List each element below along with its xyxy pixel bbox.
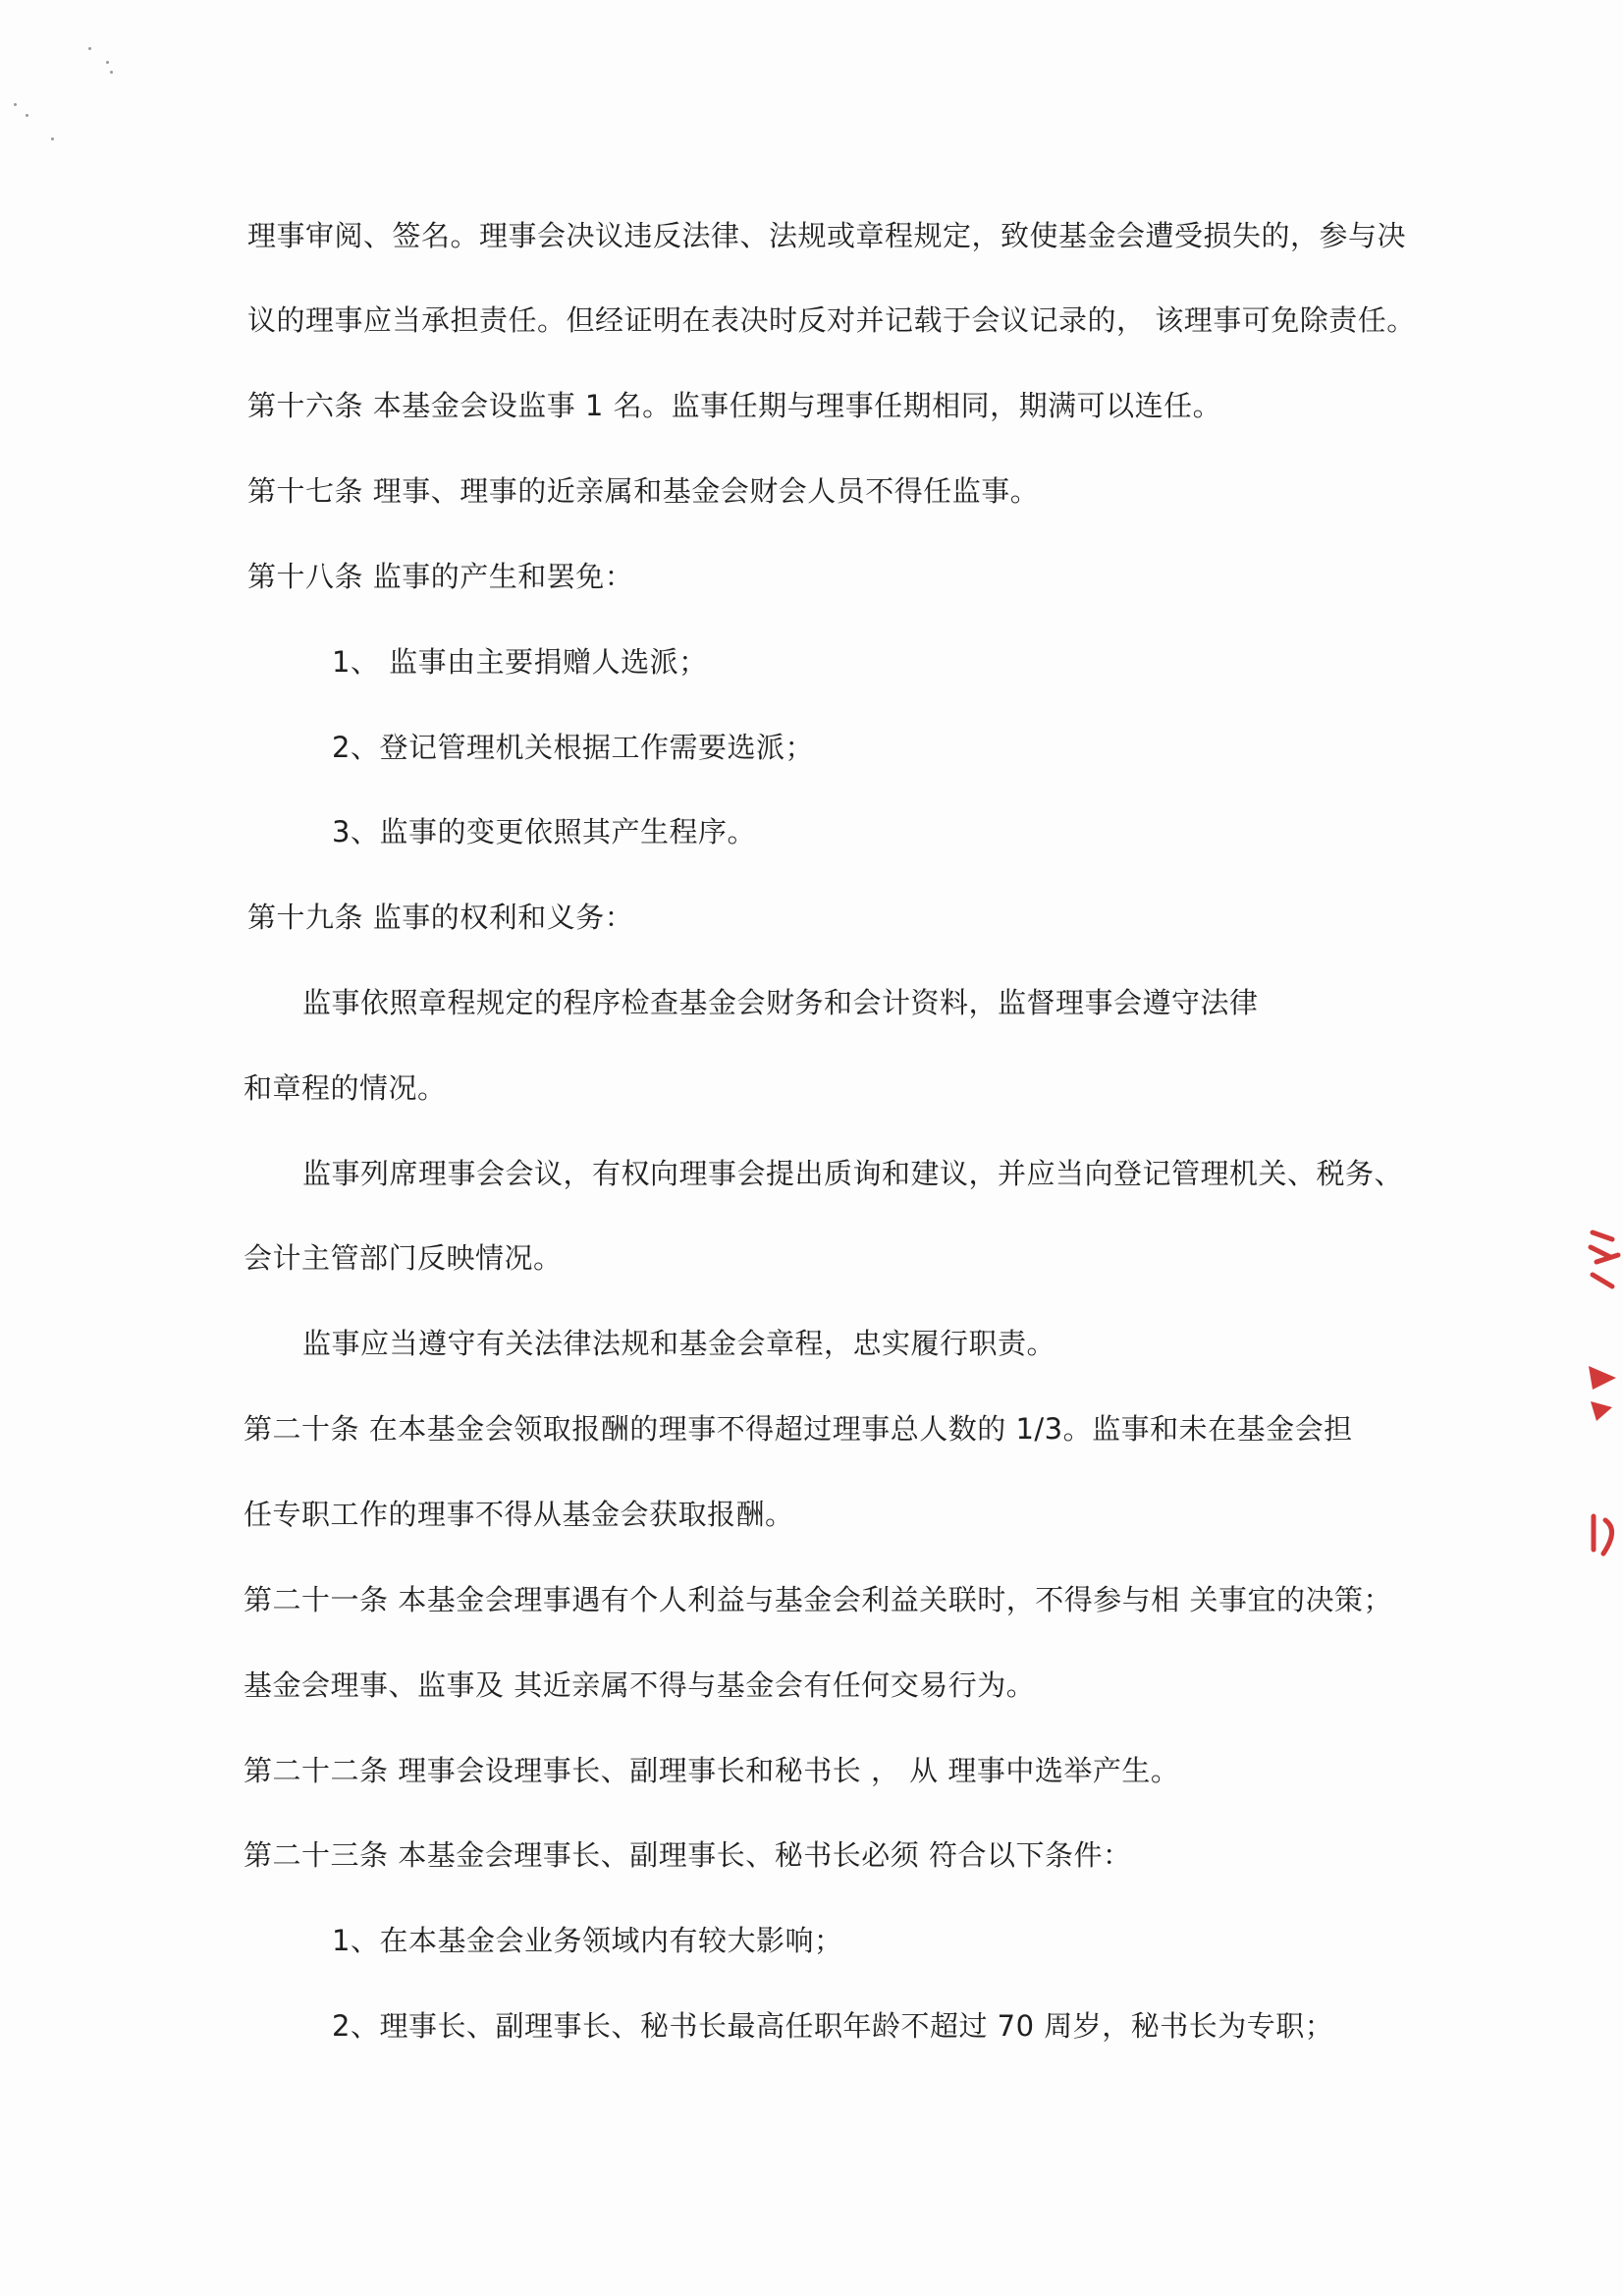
scan-speck — [88, 47, 91, 50]
text-line: 理事审阅、签名。理事会决议违反法律、法规或章程规定，致使基金会遭受损失的，参与决 — [247, 219, 1407, 252]
paragraph-line: 任专职工作的理事不得从基金会获取报酬。 — [243, 1498, 794, 1531]
paragraph-line: 会计主管部门反映情况。 — [243, 1241, 563, 1275]
text-line: 议的理事应当承担责任。但经证明在表决时反对并记载于会议记录的， 该理事可免除责任。 — [247, 303, 1416, 337]
seal-fragment — [1586, 1510, 1623, 1559]
list-item: 3、监事的变更依照其产生程序。 — [332, 815, 756, 848]
paragraph-line: 和章程的情况。 — [243, 1071, 447, 1105]
article-20: 第二十条 在本基金会领取报酬的理事不得超过理事总人数的 1/3。监事和未在基金会担 — [243, 1412, 1353, 1446]
article-17: 第十七条 理事、理事的近亲属和基金会财会人员不得任监事。 — [247, 474, 1040, 508]
seal-fragment — [1583, 1228, 1623, 1296]
article-23: 第二十三条 本基金会理事长、副理事长、秘书长必须 符合以下条件： — [243, 1838, 1132, 1872]
paragraph-line: 监事列席理事会会议，有权向理事会提出质询和建议，并应当向登记管理机关、税务、 — [302, 1157, 1404, 1190]
article-18: 第十八条 监事的产生和罢免： — [247, 560, 634, 593]
list-item: 2、登记管理机关根据工作需要选派； — [332, 731, 814, 764]
article-22: 第二十二条 理事会设理事长、副理事长和秘书长 ， 从 理事中选举产生。 — [243, 1754, 1180, 1787]
scan-speck — [51, 137, 54, 140]
list-item: 1、 监事由主要捐赠人选派； — [332, 645, 708, 679]
scan-speck — [26, 114, 28, 117]
scan-speck — [106, 61, 109, 64]
scan-speck — [110, 71, 113, 74]
scan-speck — [14, 103, 17, 106]
seal-fragment — [1583, 1360, 1623, 1429]
list-item: 1、在本基金会业务领域内有较大影响； — [332, 1924, 843, 1957]
list-item: 2、理事长、副理事长、秘书长最高任职年龄不超过 70 周岁，秘书长为专职； — [332, 2009, 1334, 2043]
paragraph-line: 监事依照章程规定的程序检查基金会财务和会计资料，监督理事会遵守法律 — [302, 986, 1259, 1019]
paragraph-line: 基金会理事、监事及 其近亲属不得与基金会有任何交易行为。 — [243, 1668, 1036, 1702]
paragraph-line: 监事应当遵守有关法律法规和基金会章程，忠实履行职责。 — [302, 1327, 1056, 1360]
article-16: 第十六条 本基金会设监事 1 名。监事任期与理事任期相同，期满可以连任。 — [247, 389, 1222, 422]
article-21: 第二十一条 本基金会理事遇有个人利益与基金会利益关联时，不得参与相 关事宜的决策； — [243, 1583, 1392, 1616]
article-19: 第十九条 监事的权利和义务： — [247, 901, 634, 934]
